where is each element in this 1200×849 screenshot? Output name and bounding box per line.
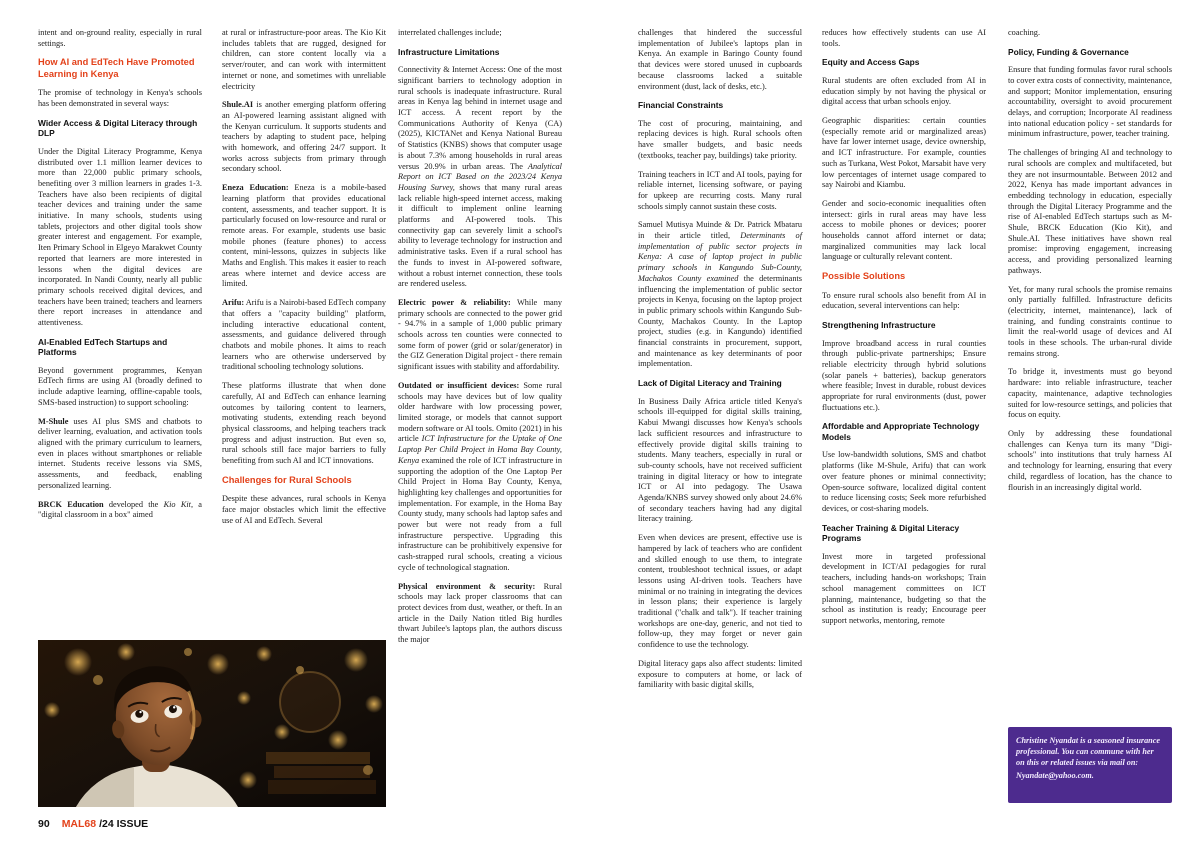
body-paragraph: These platforms illustrate that when done carefully, AI and EdTech can enhance learning outcomes by tailoring content to learners, motivating students, extending reach beyond physical classrooms, and helping teachers track progress and adjust instruction. But even so, rural schools still face major barriers to fully benefiting from such AI and ICT innovations. <box>222 381 386 466</box>
sub-heading: Infrastructure Limitations <box>398 46 500 57</box>
body-paragraph: Under the Digital Literacy Programme, Kenya distributed over 1.1 million learner devices to more than 22,000 public primary schools, benefiting over 3 million learners in grades 1-3. Teachers have also been recipients of digital teacher devices and training under the same initiative. In many schools, students using tablets, projectors and other digital tools show greater interest and engagement. For example, Iten Primary School in Elgeyo Marakwet County reported that learners are more interested in lessons when the digital devices are incorporated. In Nandi County, nearly all public primary schools received digital devices, and teachers have been trained; teachers and learners there report increases in attendance and attentiveness. <box>38 146 202 328</box>
sub-heading: Strengthening Infrastructure <box>822 320 936 331</box>
bold-lead: M-Shule <box>38 416 69 426</box>
body-paragraph: Outdated or insufficient devices: Some rural schools may have devices but of low quality older hardware with low processing power, limited storage, or models that cannot support modern software or AI tools. Omito (2021) in his article ICT Infrastructure for the Uptake of One Laptop Per Child Project in Homa Bay County, Kenya examined the role of ICT infrastructure in supporting the adoption of the One Laptop Per Child Project in Homa Bay County, Kenya, highlighting key challenges and opportunities for implementation. For example, in the Homa Bay County study, many schools had laptop safes and power but were not ready from a full infrastructure perspective. Upgrading this infrastructure can be prohibitively expensive for cash-strapped rural schools, creating a vicious cycle of technological stagnation. <box>398 380 562 572</box>
child-photo-illustration <box>38 640 386 807</box>
body-paragraph: Electric power & reliability: While many primary schools are connected to the power grid - 94.7% in a sample of 1,000 public primary schools across ten counties were connected to some form of power (grid or solar/generator) in the GIZ Generation Digital project - there remain significant issues with stability and affordability. <box>398 297 562 372</box>
body-paragraph: reduces how effectively students can use AI tools. <box>822 28 986 48</box>
body-paragraph: BRCK Education developed the Kio Kit, a "digital classroom in a box" aimed <box>38 499 202 520</box>
text-column-2 <box>222 28 386 534</box>
body-paragraph: In Business Daily Africa article titled Kenya's schools ill-equipped for digital skills training, Kabui Mwangi discusses how Kenya's schools lack sufficient resources and infrastructure to effectively provide digital skills training to students. Many teachers, especially in rural or sub-county schools, have not received sufficient training in digital literacy or how to integrate ICT or AI into pedagogy. The Usawa Agenda/KNBS survey showed only about 24.6% of secondary teachers having had any digital literacy training. <box>638 396 802 524</box>
author-bio-text: Christine Nyandat is a seasoned insurance professional. You can commune with her on this or related issues via mail on: <box>1016 736 1160 767</box>
body-paragraph: challenges that hindered the successful implementation of Jubilee's laptops plan in Kenya. An example in Baringo County found that devices were stored unused in cupboards because classrooms lacked a suitable environment (dust, lack of desks, etc.). <box>638 28 802 91</box>
sub-heading: Equity and Access Gaps <box>822 57 920 68</box>
sub-heading: Teacher Training & Digital Literacy Programs <box>822 522 960 544</box>
body-paragraph: Invest more in targeted professional development in ICT/AI pedagogies for rural teachers, including hands-on workshops; Train school management committees on ICT planning, maintenance, budgeting so that the school as institution is ready; Encourage peer support networks, mentoring, remote <box>822 551 986 625</box>
sub-heading: Lack of Digital Literacy and Training <box>638 378 782 389</box>
body-paragraph: Gender and socio-economic inequalities often intersect: girls in rural areas may have less access to mobile phones or devices; poorer households cannot afford internet or data; marginalized communities may lack local language or culturally relevant content. <box>822 198 986 262</box>
sub-heading: Wider Access & Digital Literacy through DLP <box>38 117 198 139</box>
body-paragraph: Even when devices are present, effective use is hampered by lack of teachers who are confident and skilled enough to use them, to integrate content, troubleshoot technical issues, or adapt lessons using AI-driven tools. Teachers have minimal or no training in integrating the devices in lesson plans; their experience is largely traditional ("chalk and talk"). If teacher training workshops are one-day, generic, and not tied to follow-up, they may forget or never gain confidence to use the technology. <box>638 533 802 650</box>
body-paragraph: Beyond government programmes, Kenyan EdTech firms are using AI (broadly defined to include adaptive learning, offline-capable tools, SMS-based instruction) to support schooling: <box>38 365 202 407</box>
issue-label: /24 ISSUE <box>99 818 149 830</box>
bold-lead: Electric power & reliability: <box>398 297 511 307</box>
author-bio-box <box>1008 727 1172 803</box>
body-paragraph: Connectivity & Internet Access: One of the most significant barriers to technology adoption in rural schools is inadequate infrastructure. Rural areas in Kenya lag behind in internet usage and ICT access. A recent report by the Communications Authority of Kenya (CA) (2025), KICTANet and Kenya National Bureau of Statistics (KNBS) shows that computer usage is about 7.3% among households in rural areas versus 20.9% in urban areas. The Analytical Report on ICT Based on the 2023/24 Kenya Housing Survey, shows that many rural areas lack reliable high-speed internet access, making it difficult to implement online learning platforms and AI-powered tools. This connectivity gap can severely limit a school's ability to leverage technology for instruction and administrative tasks. Even if a rural school has the funds to invest in AI-powered software, without a robust internet connection, these tools are rendered useless. <box>398 65 562 289</box>
sub-heading: Affordable and Appropriate Technology Models <box>822 421 980 442</box>
bold-lead: BRCK Education <box>38 499 104 509</box>
body-paragraph: The challenges of bringing AI and technology to rural schools are complex and multifaceted, but they are not insurmountable. Between 2012 and 2022, Kenya has made important advances in embedding technology in education, especially through the Digital Literacy Programme and the rise of AI-enabled EdTech startups such as M-Shule, BRCK Education (Kio Kit), and Shule.AI. These initiatives have shown real promise: improving engagement, increasing access, and providing personalized learning pathways. <box>1008 148 1172 275</box>
body-paragraph: Ensure that funding formulas favor rural schools to cover extra costs of connectivity, maintenance, and support; Monitor implementation, ensuring accountability, oversight to avoid procurement delays, and corruption; Incorporate AI readiness into national education policy - set standards for minimum infrastructure, power, teacher training. <box>1008 65 1172 139</box>
author-email: Nyandate@yahoo.com. <box>1016 771 1094 780</box>
sub-heading: Financial Constraints <box>638 100 724 111</box>
body-paragraph: Rural students are often excluded from AI in education simply by not having the physical or digital access that urban schools enjoy. <box>822 75 986 107</box>
body-paragraph: To ensure rural schools also benefit from AI in education, several interventions can help: <box>822 290 986 311</box>
sub-heading: Policy, Funding & Governance <box>1008 46 1129 57</box>
section-heading: Possible Solutions <box>822 271 906 282</box>
bold-lead: Outdated or insufficient devices: <box>398 380 520 390</box>
body-paragraph: Geographic disparities: certain counties (especially remote arid or marginalized areas) have far lower internet usage, device ownership, and ICT infrastructure. For example, counties such as Turkana, West Pokot, Marsabit have very low percentages of internet usage compared to say Nairobi and Kiambu. <box>822 116 986 190</box>
body-paragraph: at rural or infrastructure-poor areas. The Kio Kit includes tablets that are rugged, designed for children, can store content locally via a server/router, and can work with intermittent internet or none, and sometimes with unreliable electricity <box>222 28 386 91</box>
section-heading: How AI and EdTech Have Promoted Learning in Kenya <box>38 57 195 79</box>
bold-lead: Arifu: <box>222 298 245 308</box>
page-footer <box>38 818 148 830</box>
body-paragraph: Eneza Education: Eneza is a mobile-based learning platform that provides educational content, assessments, and teacher support. It is particularly focused on low-resource and rural or remote areas. For example, students use basic mobile phones (feature phones) to access content, mini-lessons, quizzes in subjects like Maths and English. This makes it easier to reach areas where internet and device access are limited. <box>222 183 386 289</box>
body-paragraph: Digital literacy gaps also affect students: limited exposure to computers at home, or lack of familiarity with basic digital skills, <box>638 658 802 690</box>
magazine-brand: MAL68 <box>61 818 97 830</box>
body-paragraph: Physical environment & security: Rural schools may lack proper classrooms that can protect devices from dust, weather, or theft. In an article in the Daily Nation titled Big hurdles thwart Jubilee's laptops plan, the authors discuss the major <box>398 581 562 645</box>
body-paragraph: The cost of procuring, maintaining, and replacing devices is high. Rural schools often have smaller budgets, and basic needs (textbooks, teacher pay, buildings) take priority. <box>638 118 802 160</box>
body-paragraph: Arifu: Arifu is a Nairobi-based EdTech company that offers a "capacity building" platform, including interactive educational content, assessments, and guidance delivered through chatbots and mobile phones. It aims to reach learners who are otherwise underserved by traditional schooling technology solutions. <box>222 298 386 372</box>
body-paragraph: intent and on-ground reality, especially in rural settings. <box>38 28 202 48</box>
body-paragraph: Only by addressing these foundational challenges can Kenya turn its many "Digi-schools" into institutions that truly harness AI and technology for learning, ensuring that every child, regardless of location, has the chance to flourish in an increasingly digital world. <box>1008 429 1172 492</box>
text-column-3 <box>398 28 562 654</box>
body-paragraph: interrelated challenges include; <box>398 28 502 37</box>
body-paragraph: Shule.AI is another emerging platform offering an AI-powered learning assistant aligned with the Kenyan curriculum. It supports students and teachers by adapting to student pace, helping with homework, and offering 24/7 support. It works across subjects from primary through secondary school. <box>222 100 386 174</box>
body-paragraph: Improve broadband access in rural counties through public-private partnerships; Ensure reliable electricity through hybrid solutions (solar panels + batteries), backup generators where feasible; Invest in durable, robust devices appropriate for rural environments (dust, power fluctuations etc.). <box>822 338 986 412</box>
bold-lead: Shule.AI <box>222 100 254 110</box>
bold-lead: Physical environment & security: <box>398 581 536 591</box>
body-paragraph: The promise of technology in Kenya's schools has been demonstrated in several ways: <box>38 88 202 109</box>
sub-heading: AI-Enabled EdTech Startups and Platforms <box>38 336 168 358</box>
body-paragraph: M-Shule uses AI plus SMS and chatbots to deliver learning, evaluation, and activation tools aligned with the primary curriculum to learners, even in places without smartphones or reliable internet. Students receive lessons via SMS, assessments, and feedback, enabling personalized learning. <box>38 416 202 490</box>
bold-lead: Eneza Education: <box>222 183 289 193</box>
body-paragraph: Training teachers in ICT and AI tools, paying for reliable internet, licensing software, or paying for upkeep are recurring costs. Many rural schools simply cannot sustain these costs. <box>638 169 802 211</box>
article-photo <box>38 640 386 807</box>
text-column-4 <box>638 28 802 699</box>
body-paragraph: coaching. <box>1008 28 1041 37</box>
body-paragraph: Use low-bandwidth solutions, SMS and chatbot platforms (like M-Shule, Arifu) that can work over feature phones or minimal connectivity; Open-source software, localized digital content to reduce licensing costs; Seek more refurbished devices, or cost-sharing models. <box>822 450 986 513</box>
text-column-1 <box>38 28 202 529</box>
body-paragraph: To bridge it, investments must go beyond hardware: into reliable infrastructure, teacher capacity, maintenance, adaptive technologies suited for low-resource settings, and policies that focus on equity. <box>1008 367 1172 420</box>
body-paragraph: Yet, for many rural schools the promise remains only partially fulfilled. Infrastructure deficits (electricity, internet, maintenance), lack of training, and funding constraints continue to limit the real-world usage of devices and AI tools in these schools. The urban-rural divide remains strong. <box>1008 284 1172 358</box>
text-column-5 <box>822 28 986 635</box>
text-column-6 <box>1008 28 1172 501</box>
body-paragraph: Samuel Mutisya Muinde & Dr. Patrick Mbataru in their article titled, Determinants of implementation of public sector projects in Kenya: A case of laptop project in public primary schools in Kangundo Sub-County, Machakos County examined the determinants influencing the implementation of public sector projects in Kenya, focusing on the laptop project in public primary schools within Kangundo Sub-County, Machakos County. In the Laptop project, studies (e.g. in Kangundo) identified financial constraints in procurement, support, and maintenance as key determinants of poor implementation. <box>638 220 802 369</box>
page-number: 90 <box>38 818 50 830</box>
section-heading: Challenges for Rural Schools <box>222 474 352 485</box>
body-paragraph: Despite these advances, rural schools in Kenya face major obstacles which limit the effective use of AI and EdTech. Several <box>222 494 386 525</box>
